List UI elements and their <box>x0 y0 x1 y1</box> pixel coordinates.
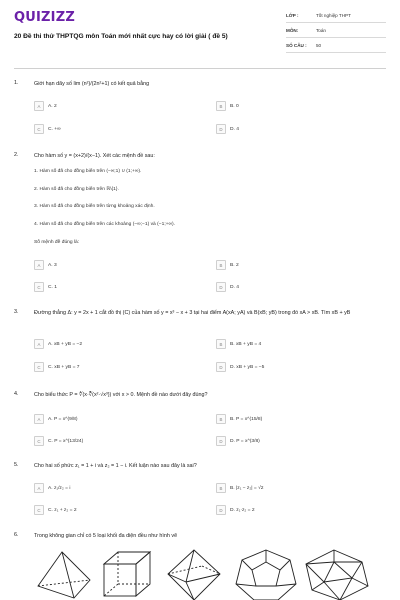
option-a[interactable] <box>34 483 70 493</box>
question-number: 3. <box>14 309 19 315</box>
option-letter: B <box>216 483 226 493</box>
option-text: D. P = x^(3/8) <box>230 438 260 444</box>
option-text: B. |z₁ − z₂| = √2 <box>230 485 264 491</box>
option-d[interactable] <box>216 124 239 134</box>
option-b[interactable] <box>216 260 239 270</box>
option-c[interactable] <box>34 436 83 446</box>
meta-key: SỐ CÂU : <box>286 42 307 48</box>
option-letter: B <box>216 260 226 270</box>
meta-row-subject <box>286 23 386 38</box>
option-text: C. +∞ <box>48 126 61 132</box>
tetrahedron-figure <box>38 552 90 598</box>
option-letter: C <box>34 124 44 134</box>
option-b[interactable] <box>216 339 261 349</box>
meta-value: Toán <box>316 27 326 33</box>
option-b[interactable] <box>216 101 239 111</box>
question-text: Cho hai số phức z₁ = 1 + i và z₂ = 1 − i. Kết luận nào sau đây là sai? <box>34 463 197 469</box>
question-text: Đường thẳng Δ: y = 2x + 1 cắt đồ thị (C) của hàm số y = x³ − x + 3 tại hai điểm A(xA; yA) và B(xB; yB) trong đó xA > xB. Tìm xB + yB <box>34 310 351 316</box>
icosahedron-figure <box>306 550 368 600</box>
cube-figure <box>104 552 150 596</box>
header-divider <box>14 68 386 69</box>
option-letter: D <box>216 505 226 515</box>
option-c[interactable] <box>34 362 80 372</box>
meta-table <box>286 8 386 53</box>
option-text: C. P = x^(13/24) <box>48 438 84 444</box>
option-a[interactable] <box>34 339 82 349</box>
statement-4: 4. Hàm số đã cho đồng biến trên các khoảng (−∞;−1) và (−1;+∞). <box>34 222 176 227</box>
question-number: 1. <box>14 80 19 86</box>
option-letter: C <box>34 505 44 515</box>
statement-1: 1. Hàm số đã cho đồng biến trên (−∞;1) ∪ (1;+∞). <box>34 169 142 174</box>
option-text: A. xB + yB = −2 <box>48 341 83 347</box>
option-letter: A <box>34 483 44 493</box>
statement-prompt: Số mệnh đề đúng là: <box>34 240 80 245</box>
quizizz-logo: QUIZIZZ <box>14 10 75 25</box>
statement-3: 3. Hàm số đã cho đồng biến trên từng khoảng xác định. <box>34 204 155 209</box>
meta-row-count <box>286 38 386 53</box>
statement-2: 2. Hàm số đã cho đồng biến trên ℝ\{1}. <box>34 187 119 192</box>
option-letter: B <box>216 101 226 111</box>
header <box>0 0 400 64</box>
option-text: B. 2 <box>230 262 239 268</box>
meta-row-class <box>286 8 386 23</box>
option-c[interactable] <box>34 282 57 292</box>
option-letter: C <box>34 436 44 446</box>
option-text: B. 0 <box>230 103 239 109</box>
meta-value: Tốt nghiệp THPT <box>316 12 351 18</box>
option-d[interactable] <box>216 505 255 515</box>
option-text: D. 4 <box>230 284 239 290</box>
option-d[interactable] <box>216 362 264 372</box>
option-letter: D <box>216 282 226 292</box>
option-text: B. xB + yB = 4 <box>230 341 262 347</box>
question-text: Cho biểu thức P = ∜(x·∛(x²·√x³)) với x > 0. Mệnh đề nào dưới đây đúng? <box>34 392 208 398</box>
option-text: A. z₁/z₂ = i <box>48 485 71 491</box>
option-text: A. 2 <box>48 103 57 109</box>
question-number: 5. <box>14 462 19 468</box>
meta-key: MÔN: <box>286 27 299 33</box>
question-text: Giới hạn dãy số lim (n²)/(2n²+1) có kết quả bằng <box>34 81 150 87</box>
meta-value: 50 <box>316 42 322 48</box>
option-a[interactable] <box>34 414 78 424</box>
option-letter: D <box>216 362 226 372</box>
option-text: C. z₁ + z₂ = 2 <box>48 507 77 513</box>
option-letter: D <box>216 436 226 446</box>
option-b[interactable] <box>216 414 262 424</box>
question-number: 4. <box>14 391 19 397</box>
option-a[interactable] <box>34 260 57 270</box>
option-letter: A <box>34 339 44 349</box>
option-text: D. 4 <box>230 126 239 132</box>
option-text: A. P = x^(9/8) <box>48 416 78 422</box>
option-letter: C <box>34 362 44 372</box>
dodecahedron-figure <box>236 550 296 600</box>
option-letter: D <box>216 124 226 134</box>
option-text: C. 1 <box>48 284 57 290</box>
option-b[interactable] <box>216 483 264 493</box>
option-text: A. 3 <box>48 262 57 268</box>
option-text: D. z₁·z₂ = 2 <box>230 507 255 513</box>
option-letter: B <box>216 414 226 424</box>
question-number: 2. <box>14 152 19 158</box>
question-text: Trong không gian chỉ có 5 loại khối đa diện đều như hình vẽ <box>34 533 178 539</box>
option-letter: A <box>34 260 44 270</box>
polyhedra-figures <box>34 548 374 600</box>
option-d[interactable] <box>216 436 260 446</box>
meta-key: LỚP : <box>286 12 299 18</box>
option-text: B. P = x^(15/8) <box>230 416 263 422</box>
question-number: 6. <box>14 532 19 538</box>
option-letter: A <box>34 414 44 424</box>
option-a[interactable] <box>34 101 57 111</box>
option-text: C. xB + yB = 7 <box>48 364 80 370</box>
option-c[interactable] <box>34 124 61 134</box>
option-letter: B <box>216 339 226 349</box>
question-text: Cho hàm số y = (x+2)/(x−1). Xét các mệnh đề sau: <box>34 153 155 159</box>
octahedron-figure <box>168 550 220 600</box>
option-letter: C <box>34 282 44 292</box>
document-title: 20 Đề thi thử THPTQG môn Toán mới nhất cực hay có lời giải ( đề 5) <box>14 33 228 40</box>
option-c[interactable] <box>34 505 77 515</box>
option-d[interactable] <box>216 282 239 292</box>
option-letter: A <box>34 101 44 111</box>
option-text: D. xB + yB = −5 <box>230 364 265 370</box>
